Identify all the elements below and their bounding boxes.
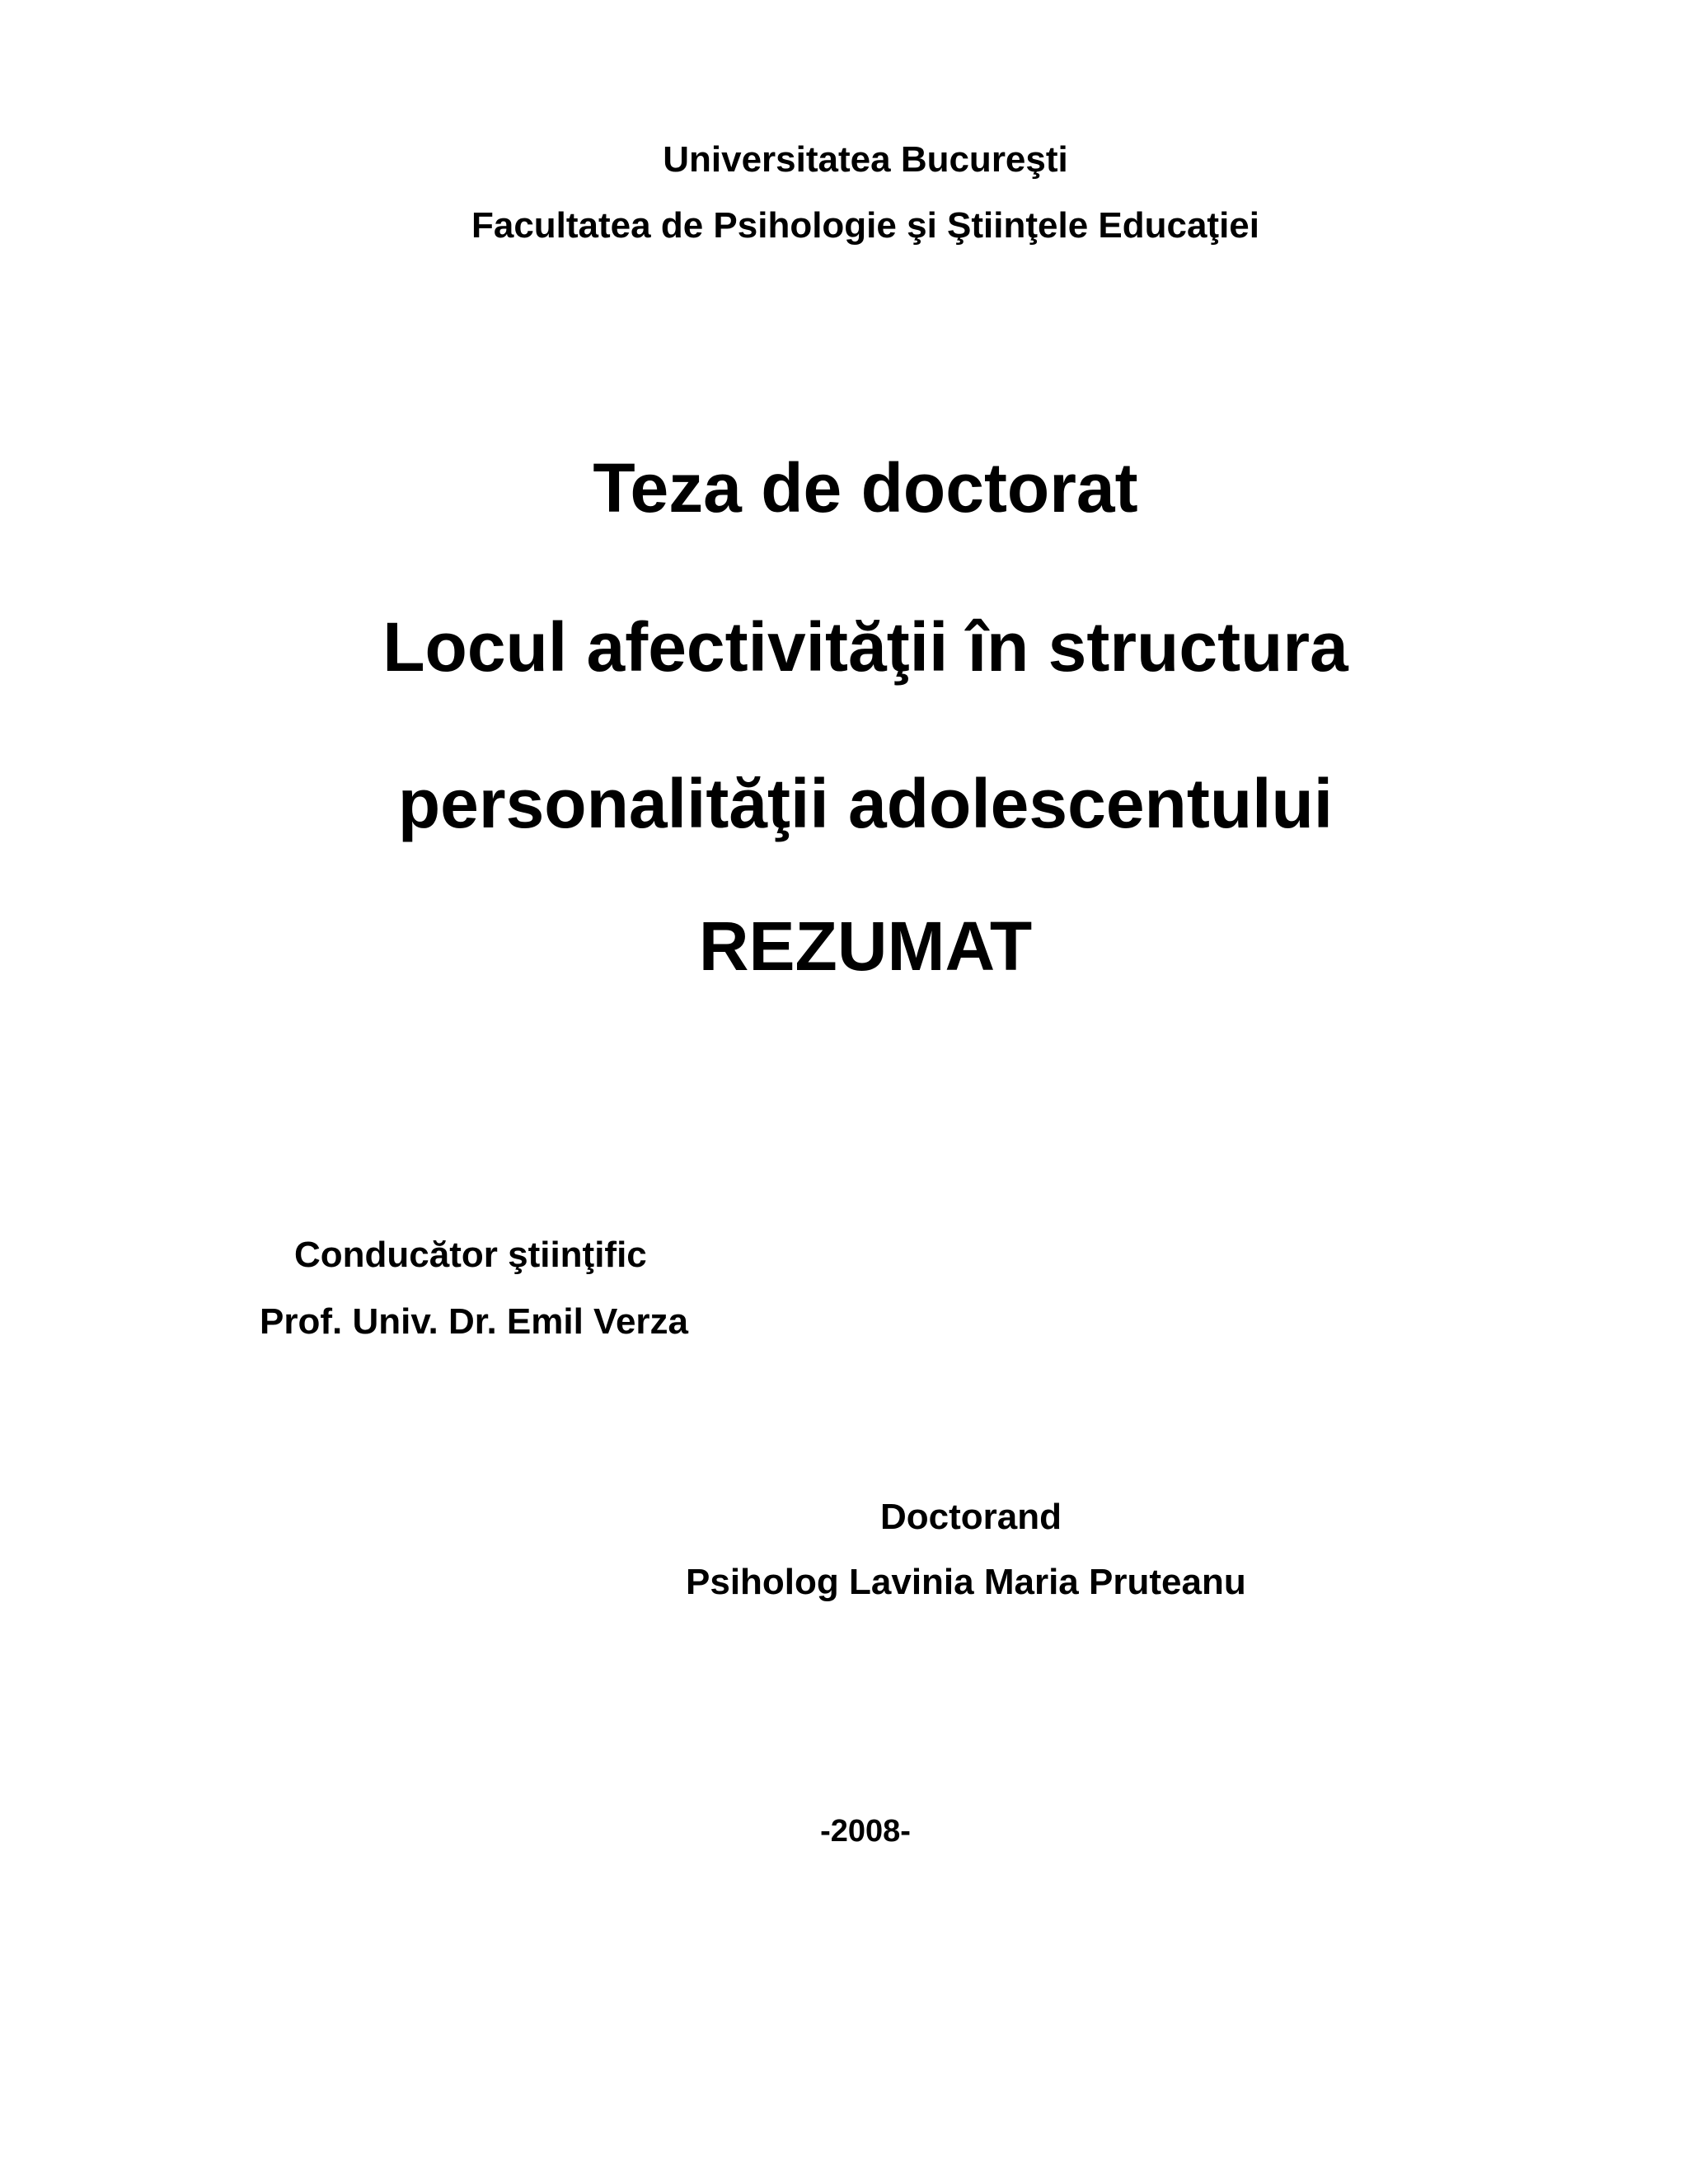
candidate-label: Doctorand [880,1497,1062,1537]
year-label: -2008- [820,1814,911,1849]
supervisor-name: Prof. Univ. Dr. Emil Verza [260,1301,689,1342]
thesis-title-line-2: personalităţii adolescentului [397,765,1334,842]
thesis-type-heading: Teza de doctorat [593,449,1138,527]
candidate-name: Psiholog Lavinia Maria Pruteanu [686,1562,1246,1602]
summary-heading: REZUMAT [698,907,1033,985]
supervisor-label: Conducător ştiinţific [294,1235,647,1275]
university-name: Universitatea Bucureşti [663,139,1068,180]
thesis-title-line-1: Locul afectivităţii în structura [382,608,1348,686]
faculty-name: Facultatea de Psihologie şi Ştiinţele Educaţiei [471,205,1260,246]
